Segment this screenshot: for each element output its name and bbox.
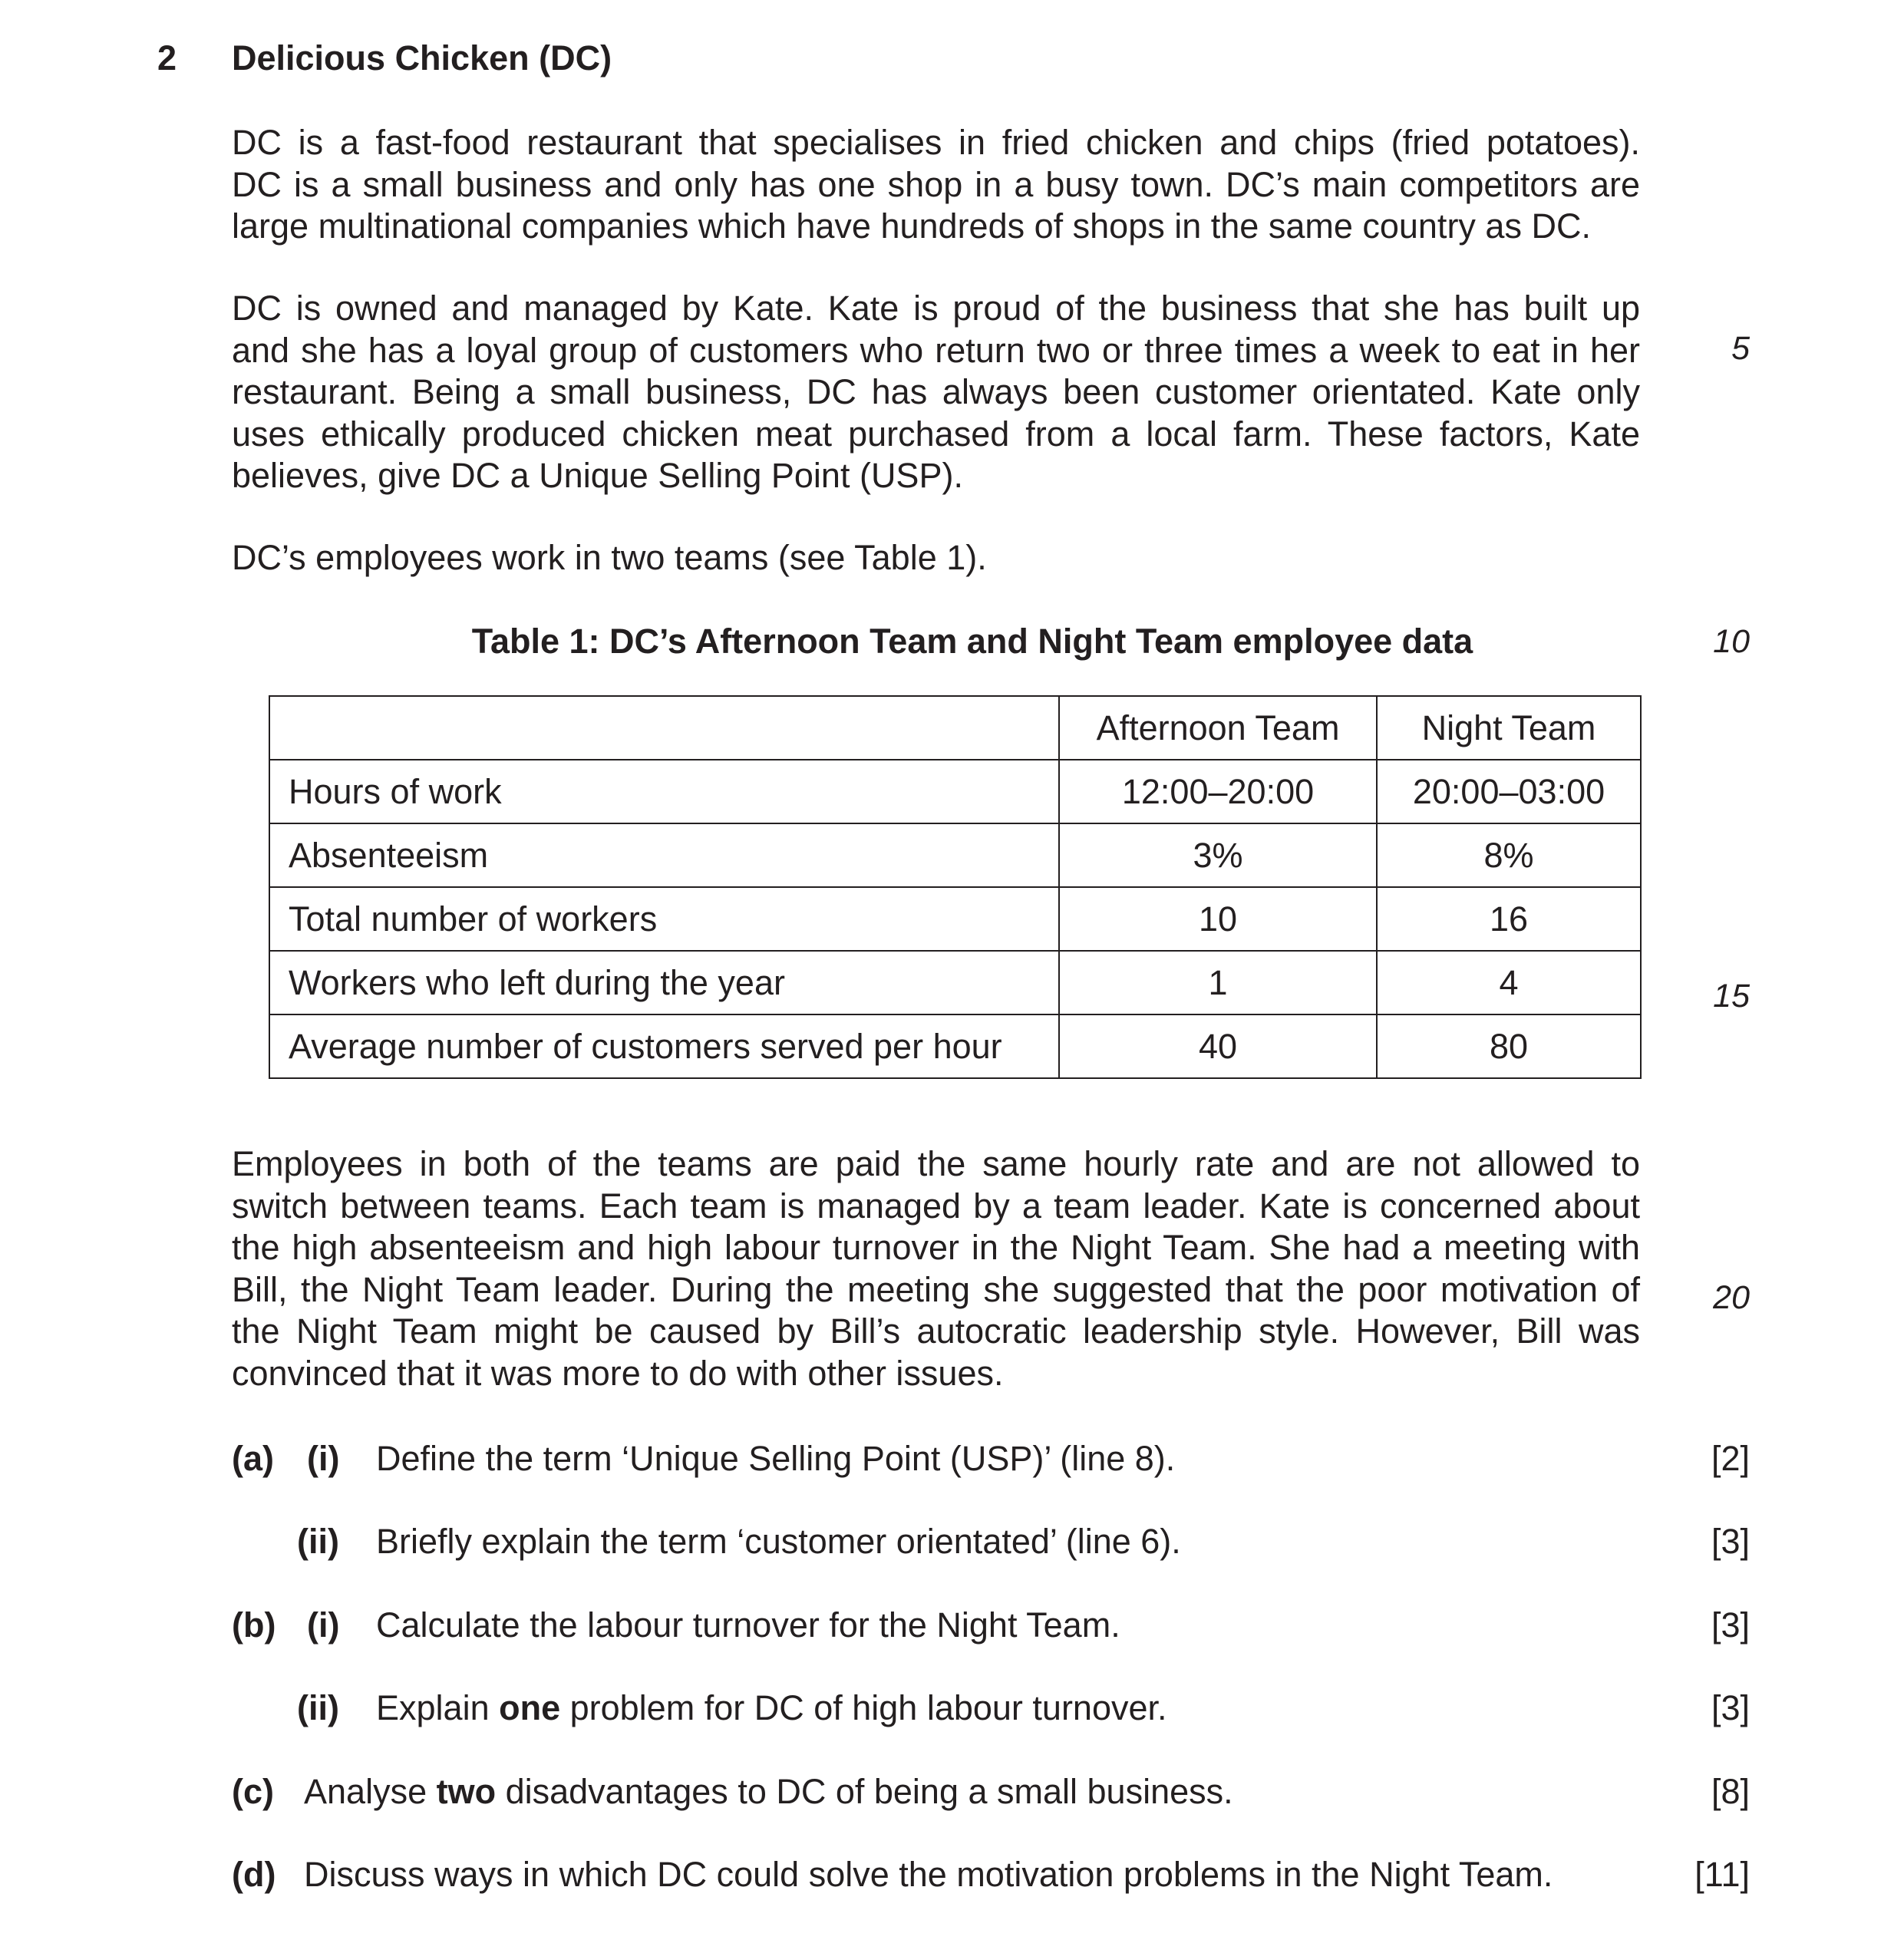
table-header-cell: Afternoon Team bbox=[1059, 696, 1377, 760]
part-label-a: (a) bbox=[232, 1439, 274, 1478]
text-line: convinced that it was more to do with other issues. bbox=[232, 1353, 1004, 1393]
paragraph-ownership bbox=[232, 288, 1640, 497]
table-row bbox=[269, 1014, 1641, 1078]
subquestion-text: Briefly explain the term ‘customer orientated’ (line 6). bbox=[376, 1522, 1181, 1561]
text-line: switch between teams. Each team is managed by a team leader. Kate is concerned about bbox=[232, 1186, 1640, 1226]
table-cell: 10 bbox=[1059, 887, 1377, 951]
text-line: the Night Team might be caused by Bill’s autocratic leadership style. However, Bill was bbox=[232, 1311, 1640, 1351]
line-number: 10 bbox=[1713, 623, 1750, 660]
table-cell: 20:00–03:00 bbox=[1377, 760, 1641, 823]
text-line: restaurant. Being a small business, DC has always been customer orientated. Kate only bbox=[232, 372, 1640, 411]
subpart-label-i: (i) bbox=[307, 1439, 340, 1478]
subpart-label-ii: (ii) bbox=[297, 1688, 339, 1727]
text-line: Bill, the Night Team leader. During the meeting she suggested that the poor motivation of bbox=[232, 1269, 1640, 1309]
subquestion-text: Analyse two disadvantages to DC of being a small business. bbox=[304, 1772, 1233, 1811]
table-header-cell: Night Team bbox=[1377, 696, 1641, 760]
table-row bbox=[269, 760, 1641, 823]
marks-label: [3] bbox=[1711, 1605, 1750, 1645]
subpart-label-i: (i) bbox=[307, 1605, 340, 1645]
table-cell: Absenteeism bbox=[269, 823, 1059, 887]
text-line: DC is a small business and only has one shop in a busy town. DC’s main competitors are bbox=[232, 164, 1640, 204]
table-row bbox=[269, 951, 1641, 1014]
table-cell: 40 bbox=[1059, 1014, 1377, 1078]
table-cell: 3% bbox=[1059, 823, 1377, 887]
table-cell: Average number of customers served per hour bbox=[269, 1014, 1059, 1078]
employee-data-table bbox=[269, 695, 1642, 1079]
table-cell: 8% bbox=[1377, 823, 1641, 887]
question-title: Delicious Chicken (DC) bbox=[232, 38, 612, 78]
table-header-cell bbox=[269, 696, 1059, 760]
subquestion-text: Calculate the labour turnover for the Night Team. bbox=[376, 1605, 1120, 1645]
text-line: DC’s employees work in two teams (see Table 1). bbox=[232, 538, 987, 577]
text-line: large multinational companies which have hundreds of shops in the same country as DC. bbox=[232, 206, 1591, 246]
table-cell: Total number of workers bbox=[269, 887, 1059, 951]
line-number: 20 bbox=[1713, 1279, 1750, 1316]
table-cell: 4 bbox=[1377, 951, 1641, 1014]
text-line: DC is a fast-food restaurant that specialises in fried chicken and chips (fried potatoes). bbox=[232, 123, 1640, 162]
line-number: 5 bbox=[1731, 330, 1750, 367]
paragraph-motivation bbox=[232, 1143, 1640, 1394]
table-caption: Table 1: DC’s Afternoon Team and Night Team employee data bbox=[471, 622, 1473, 661]
table-cell: Hours of work bbox=[269, 760, 1059, 823]
question-number: 2 bbox=[157, 38, 177, 78]
table-header-row bbox=[269, 696, 1641, 760]
text-line: DC is owned and managed by Kate. Kate is proud of the business that she has built up bbox=[232, 289, 1640, 328]
table-cell: Workers who left during the year bbox=[269, 951, 1059, 1014]
subpart-label-ii: (ii) bbox=[297, 1522, 339, 1561]
marks-label: [3] bbox=[1711, 1522, 1750, 1561]
text-line: and she has a loyal group of customers who return two or three times a week to eat in her bbox=[232, 330, 1640, 370]
marks-label: [2] bbox=[1711, 1439, 1750, 1478]
part-label-d: (d) bbox=[232, 1855, 276, 1894]
marks-label: [11] bbox=[1694, 1855, 1750, 1894]
table-row bbox=[269, 887, 1641, 951]
text-line: uses ethically produced chicken meat purchased from a local farm. These factors, Kate bbox=[232, 414, 1640, 454]
table-cell: 12:00–20:00 bbox=[1059, 760, 1377, 823]
line-number: 15 bbox=[1713, 978, 1750, 1014]
text-line: believes, give DC a Unique Selling Point (USP). bbox=[232, 456, 963, 495]
marks-label: [8] bbox=[1711, 1772, 1750, 1811]
subquestion-text: Discuss ways in which DC could solve the motivation problems in the Night Team. bbox=[304, 1855, 1553, 1894]
table-cell: 1 bbox=[1059, 951, 1377, 1014]
marks-label: [3] bbox=[1711, 1688, 1750, 1727]
paragraph-intro bbox=[232, 122, 1640, 248]
table-cell: 80 bbox=[1377, 1014, 1641, 1078]
table-row bbox=[269, 823, 1641, 887]
table-cell: 16 bbox=[1377, 887, 1641, 951]
paragraph-teams bbox=[232, 537, 1640, 579]
subquestion-text: Define the term ‘Unique Selling Point (USP)’ (line 8). bbox=[376, 1439, 1176, 1478]
part-label-c: (c) bbox=[232, 1772, 274, 1811]
part-label-b: (b) bbox=[232, 1605, 276, 1645]
text-line: the high absenteeism and high labour turnover in the Night Team. She had a meeting with bbox=[232, 1228, 1640, 1267]
subquestion-text: Explain one problem for DC of high labour turnover. bbox=[376, 1688, 1167, 1727]
text-line: Employees in both of the teams are paid the same hourly rate and are not allowed to bbox=[232, 1144, 1640, 1183]
